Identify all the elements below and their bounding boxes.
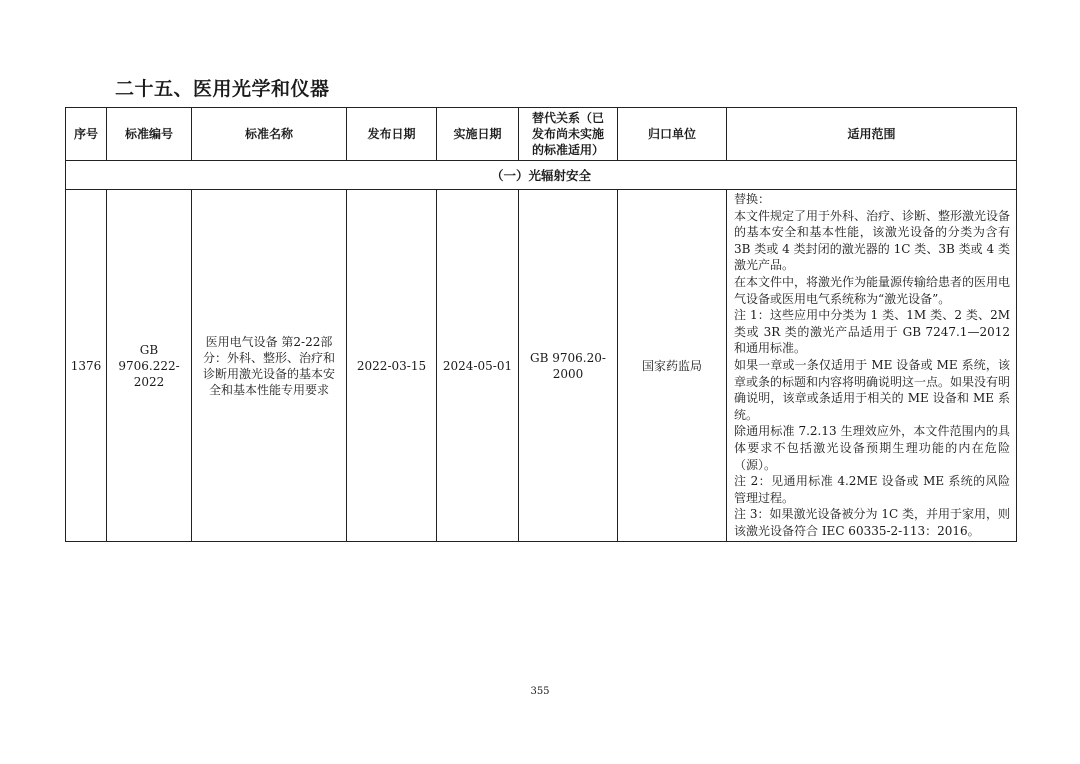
- standards-table: [65, 107, 1017, 542]
- scope-paragraph: 注 2：见通用标准 4.2ME 设备或 ME 系统的风险管理过程。: [734, 474, 1010, 505]
- header-implement-date: 实施日期: [437, 108, 519, 161]
- cell-replacement: GB 9706.20-2000: [519, 190, 618, 542]
- section-row: [66, 161, 1017, 190]
- header-authority: 归口单位: [618, 108, 727, 161]
- table-header-row: [66, 108, 1017, 161]
- cell-implement-date: 2024-05-01: [437, 190, 519, 542]
- page-title: 二十五、医用光学和仪器: [115, 78, 330, 100]
- header-serial-no: 序号: [66, 108, 107, 161]
- cell-standard-code: GB 9706.222-2022: [107, 190, 192, 542]
- scope-paragraph: 如果一章或一条仅适用于 ME 设备或 ME 系统，该章或条的标题和内容将明确说明这一点。如果没有明确说明，该章或条适用于相关的 ME 设备和 ME 系统。: [734, 357, 1011, 422]
- header-publish-date: 发布日期: [347, 108, 437, 161]
- table-row: [66, 190, 1017, 542]
- header-replacement: 替代关系（已发布尚未实施的标准适用）: [519, 108, 618, 161]
- cell-standard-name: 医用电气设备 第2-22部分：外科、整形、治疗和诊断用激光设备的基本安全和基本性能专用要求: [192, 190, 347, 542]
- scope-paragraph: 在本文件中，将激光作为能量源传输给患者的医用电气设备或医用电气系统称为“激光设备”。: [734, 274, 1011, 306]
- scope-paragraph: 注 1：这些应用中分类为 1 类、1M 类、2 类、2M 类或 3R 类的激光产品适用于 GB 7247.1—2012 和通用标准。: [734, 308, 1010, 356]
- scope-paragraph: 注 3：如果激光设备被分为 1C 类，并用于家用，则该激光设备符合 IEC 60335-2-113：2016。: [734, 507, 1010, 538]
- header-standard-code: 标准编号: [107, 108, 192, 161]
- header-standard-name: 标准名称: [192, 108, 347, 161]
- header-scope: 适用范围: [727, 108, 1017, 161]
- scope-paragraph: 本文件规定了用于外科、治疗、诊断、整形激光设备的基本安全和基本性能，该激光设备的分类为含有 3B 类或 4 类封闭的激光器的 1C 类、3B 类或 4 类激光产品。: [734, 208, 1011, 273]
- cell-scope: [727, 190, 1017, 542]
- cell-publish-date: 2022-03-15: [347, 190, 437, 542]
- scope-paragraph: 替换：: [734, 192, 771, 206]
- cell-authority: 国家药监局: [618, 190, 727, 542]
- section-title: （一）光辐射安全: [66, 161, 1017, 190]
- cell-serial-no: 1376: [66, 190, 107, 542]
- scope-paragraph: 除通用标准 7.2.13 生理效应外，本文件范围内的具体要求不包括激光设备预期生理功能的内在危险（源）。: [734, 424, 1010, 472]
- page-number: 355: [530, 686, 550, 697]
